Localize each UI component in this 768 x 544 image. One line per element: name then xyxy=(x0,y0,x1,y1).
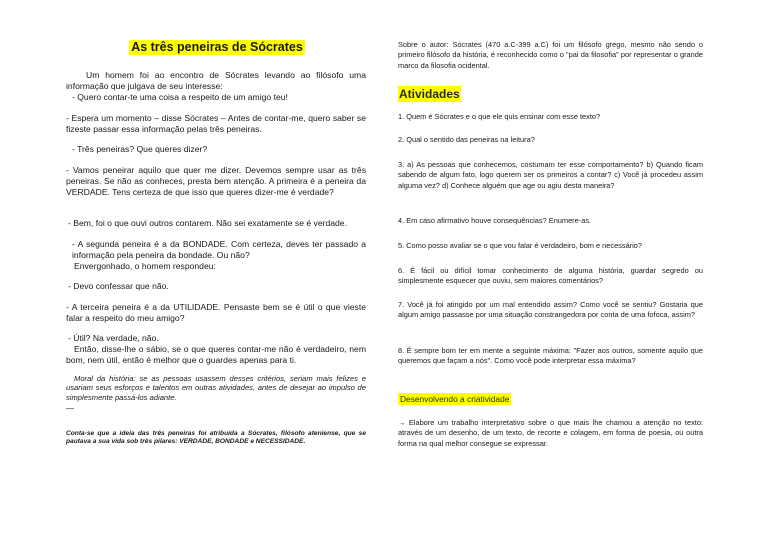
creativity-heading: Desenvolvendo a criatividade xyxy=(400,394,510,404)
paragraph-useful: - Útil? Na verdade, não. xyxy=(68,333,159,343)
story-title: As três peneiras de Sócrates xyxy=(131,40,303,54)
paragraph-three-sieves-question: - Três peneiras? Que queres dizer? xyxy=(72,144,208,154)
question-6: 6. É fácil ou difícil tomar conhecimento de alguma história, guardar segredo ou simplesmente esquecer que ouviu, sem maiores comentários? xyxy=(398,266,703,286)
paragraph-conclusion: Então, disse-lhe o sábio, se o que queres contar-me não é verdadeiro, nem bom, nem útil, então é melhor que o guardes apenas para ti. xyxy=(66,344,366,365)
paragraph-socrates-wait: - Espera um momento – disse Sócrates – Antes de contar-me, quero saber se fizeste passar essa informação pelas três peneiras. xyxy=(66,113,366,134)
question-2: 2. Qual o sentido das peneiras na leitura? xyxy=(398,135,535,144)
question-1: 1. Quem é Sócrates e o que ele quis ensinar com esse texto? xyxy=(398,112,601,121)
about-author: Sobre o autor: Sócrates (470 a.C-399 a.C) foi um filósofo grego, mesmo não sendo o primeiro filósofo da história, é reconhecido como o "pai da filosofia" por representar o grande marco da filosofia ocidental. xyxy=(398,40,703,70)
title-wrap xyxy=(128,38,306,56)
separator-dash: — xyxy=(66,404,74,413)
footnote: Conta-se que a ideia das três peneiras foi atribuída a Sócrates, filósofo ateniense, que se pautava a sua vida sob três pilares: VERDADE, BONDADE e NECESSIDADE. xyxy=(66,430,366,446)
moral-of-story: Moral da história: se as pessoas usassem desses critérios, seriam mais felizes e usariam seus esforços e talentos em outras atividades, antes de desejar ao impulso de simplesmente passá-los adiante. xyxy=(66,374,366,402)
paragraph-quote-1: - Quero contar-te uma coisa a respeito de um amigo teu! xyxy=(72,92,288,102)
paragraph-goodness-sieve: - A segunda peneira é a da BONDADE. Com certeza, deves ter passado a informação pela peneira da bondade. Ou não? xyxy=(72,239,366,260)
paragraph-utility-sieve: - A terceira peneira é a da UTILIDADE. Pensaste bem se é útil o que vieste falar a respeito do meu amigo? xyxy=(66,302,366,323)
paragraph-intro: Um homem foi ao encontro de Sócrates levando ao filósofo uma informação que julgava de seu interesse: xyxy=(66,70,366,91)
activities-heading: Atividades xyxy=(399,87,460,101)
question-3: 3. a) As pessoas que conhecemos, costumam ter esse comportamento? b) Quando ficam sabendo de algum fato, logo querem ser os primeiros a contar? c) Você já procedeu assim alguma vez? d) Conhece alguém que age ou agiu desta maneira? xyxy=(398,160,703,190)
creativity-task: → Elabore um trabalho interpretativo sobre o que mais lhe chamou a atenção no texto: através de um desenho, de um texto, de recorte e colagem, em forma de poesia, ou outra forma na qual melhor consegue se expressar. xyxy=(398,418,703,448)
paragraph-truth-sieve: - Vamos peneirar aquilo que quer me dizer. Devemos sempre usar as três peneiras. Se não as conheces, presta bem atenção. A primeira é a peneira da VERDADE. Tens certeza de que isso que queres dizer-me é verdade? xyxy=(66,165,366,197)
question-7: 7. Você já foi atingido por um mal entendido assim? Como você se sentiu? Gostaria que algum amigo passasse por uma situação constrangedora por conta de uma fofoca, assim? xyxy=(398,300,703,320)
paragraph-ashamed: Envergonhado, o homem respondeu: xyxy=(74,261,216,271)
question-4: 4. Em caso afirmativo houve consequências? Enumere-as. xyxy=(398,216,592,225)
question-5: 5. Como posso avaliar se o que vou falar é verdadeiro, bom e necessário? xyxy=(398,241,643,250)
paragraph-confess: - Devo confessar que não. xyxy=(68,281,169,291)
paragraph-heard-others: - Bem, foi o que ouvi outros contarem. Não sei exatamente se é verdade. xyxy=(68,218,347,228)
question-8: 8. É sempre bom ter em mente a seguinte máxima: "Fazer aos outros, somente aquilo que queremos que façam a nós". Como você pode interpretar essa máxima? xyxy=(398,346,703,366)
